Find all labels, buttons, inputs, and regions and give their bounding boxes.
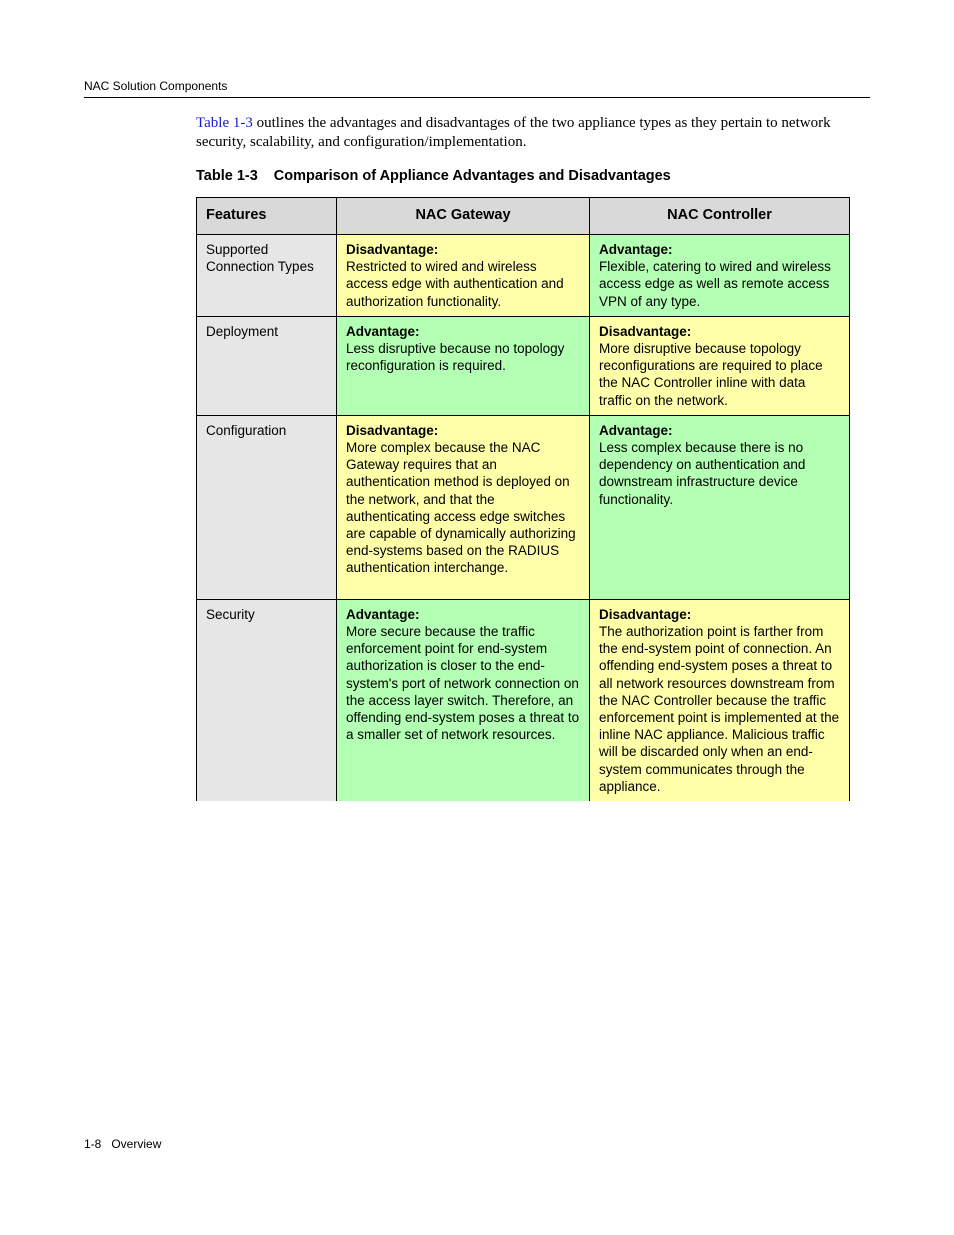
feature-cell: Configuration (197, 415, 337, 599)
cell-text: More complex because the NAC Gateway requires that an authentication method is deployed on the network, and that the authenticating access edge switches are capable of dynamically authorizing end-systems based on the RADIUS authentication interchange. (346, 440, 576, 576)
gateway-cell (337, 235, 590, 317)
column-header-nac-gateway: NAC Gateway (337, 198, 590, 235)
cell-text: The authorization point is farther from the end-system point of connection. An offending end-system poses a threat to all network resources downstream from the NAC Controller because the traffic enforcement point is implemented at the inline NAC appliance. Malicious traffic will be discarded only when an end-system communicates through the appliance. (599, 624, 840, 794)
comparison-table (196, 197, 850, 801)
table-cross-reference-link[interactable]: Table 1-3 (196, 115, 253, 131)
controller-cell (590, 599, 850, 801)
advantage-label: Advantage: (599, 242, 673, 257)
cell-text: Restricted to wired and wireless access edge with authentication and authorization functionality. (346, 259, 564, 309)
advantage-label: Advantage: (346, 606, 420, 622)
disadvantage-label: Disadvantage: (599, 606, 692, 622)
gateway-cell (337, 599, 590, 801)
running-header: NAC Solution Components (84, 79, 228, 93)
disadvantage-label: Disadvantage: (346, 422, 439, 438)
footer-section: Overview (111, 1137, 162, 1151)
controller-cell (590, 316, 850, 415)
page-number: 1-8 (84, 1137, 102, 1151)
controller-cell (590, 415, 850, 599)
intro-paragraph (196, 114, 870, 152)
column-header-nac-controller: NAC Controller (590, 198, 850, 235)
table-row-configuration (197, 415, 850, 599)
advantage-label: Advantage: (346, 323, 420, 339)
header-rule (84, 97, 870, 98)
advantage-label: Advantage: (599, 422, 673, 438)
disadvantage-label: Disadvantage: (599, 323, 692, 339)
feature-cell: Supported Connection Types (197, 235, 337, 317)
table-row-security (197, 599, 850, 801)
cell-text: Less disruptive because no topology reconfiguration is required. (346, 341, 565, 374)
gateway-cell (337, 316, 590, 415)
feature-cell: Security (197, 599, 337, 801)
table-caption (196, 168, 671, 184)
feature-cell: Deployment (197, 316, 337, 415)
table-header-row (197, 198, 850, 235)
intro-text: outlines the advantages and disadvantages of the two appliance types as they pertain to network security, scalability, and configuration/implementation. (196, 115, 831, 150)
column-header-features: Features (197, 198, 337, 235)
cell-text: Flexible, catering to wired and wireless access edge as well as remote access VPN of any type. (599, 259, 831, 309)
table-caption-title: Comparison of Appliance Advantages and Disadvantages (273, 168, 671, 184)
page-footer (84, 1137, 161, 1151)
cell-text: More disruptive because topology reconfigurations are required to place the NAC Controller inline with data traffic on the network. (599, 341, 823, 408)
table-row-supported-connection-types (197, 235, 850, 317)
gateway-cell (337, 415, 590, 599)
table-row-deployment (197, 316, 850, 415)
disadvantage-label: Disadvantage: (346, 242, 439, 257)
table-caption-number: Table 1-3 (196, 168, 258, 184)
cell-text: Less complex because there is no dependency on authentication and downstream infrastructure device functionality. (599, 440, 806, 507)
cell-text: More secure because the traffic enforcement point for end-system authorization is closer to the end-system's port of network connection on the access layer switch. Therefore, an offending end-system poses a threat to a smaller set of network resources. (346, 624, 580, 743)
controller-cell (590, 235, 850, 317)
